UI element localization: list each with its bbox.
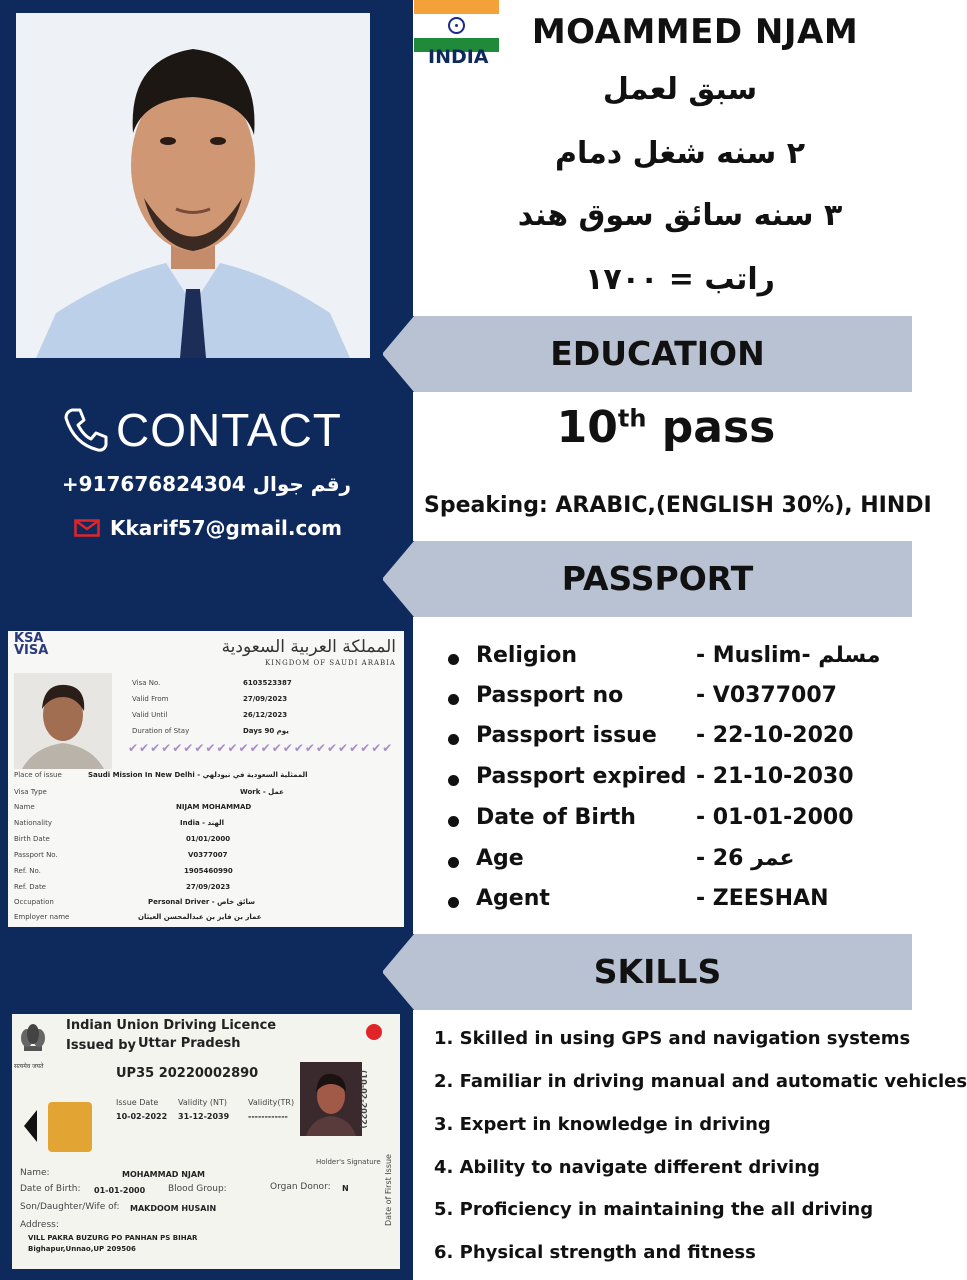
issue-date-value: 10-02-2022 [116,1112,168,1121]
detail-row-date-of-birth: Date of Birth - 01-01-2000 [448,802,888,842]
visa-row-label: Birth Date [14,835,50,843]
visa-row-value: عمار بن فايز بن عبدالمحسن العيثان [138,913,262,921]
passport-heading: PASSPORT [561,559,754,598]
detail-row-agent: Agent - ZEESHAN [448,883,888,923]
dl-organ-label: Organ Donor: [270,1182,331,1192]
dl-issued-by-label: Issued by [66,1038,136,1053]
saudi-visa-card [8,631,404,927]
visa-row-label: Ref. Date [14,883,46,891]
red-dot-icon [366,1024,382,1040]
detail-row-religion: Religion - Muslim- مسلم [448,640,888,680]
visa-place-label: Place of issue [14,771,62,779]
dl-name-value: MOHAMMAD NJAM [122,1170,206,1179]
dl-name-label: Name: [20,1168,50,1178]
emblem-caption: सत्यमेव जयते [14,1063,44,1070]
visa-field-label: Visa No. [132,679,161,687]
skill-item: 3. Expert in knowledge in driving [434,1114,771,1135]
salary-line: راتب = ١٧٠٠ [585,262,775,297]
visa-row-value: Personal Driver - سائق خاص [148,898,256,906]
visa-field-label: Valid From [132,695,169,703]
dl-address-line-1: VILL PAKRA BUZURG PO PANHAN PS BIHAR [28,1234,198,1242]
dl-dob-value: 01-01-2000 [94,1186,146,1195]
phone-icon [60,404,112,456]
country-label: INDIA [428,46,489,68]
skill-item: 2. Familiar in driving manual and automatic vehicles [434,1071,967,1092]
detail-row-age: Age - 26 عمر [448,843,888,883]
dl-relation-label: Son/Daughter/Wife of: [20,1202,120,1212]
experience-heading: سبق لعمل [602,72,758,107]
visa-row-value: 01/01/2000 [186,835,231,843]
validity-nt-label: Validity (NT) [178,1098,228,1107]
dl-organ-value: N [342,1184,349,1193]
skill-item: 4. Ability to navigate different driving [434,1157,820,1178]
experience-line-2: ٣ سنه سائق سوق هند [517,198,843,233]
visa-photo [14,673,112,769]
dl-address-label: Address: [20,1220,59,1230]
visa-field-value: 6103523387 [243,679,292,687]
dl-issued-by-value: Uttar Pradesh [138,1036,241,1051]
visa-row-label: Nationality [14,819,53,827]
visa-row-value: Work - عمل [240,788,284,796]
experience-line-1: ٢ سنه شغل دمام [554,136,806,171]
visa-row-value: V0377007 [188,851,228,859]
kingdom-arabic: المملكة العربية السعودية [221,637,396,657]
driving-licence-card [12,1014,400,1269]
visa-check-row: ✔✔✔✔✔✔✔✔✔✔✔✔✔✔✔✔✔✔✔✔✔✔✔✔ [128,741,394,755]
candidate-name: MOAMMED NJAM [531,12,859,52]
detail-row-passport-expired: Passport expired - 21-10-2030 [448,761,888,801]
education-level: 10th pass [556,402,776,453]
education-heading: EDUCATION [550,334,765,373]
visa-field-value: 27/09/2023 [243,695,288,703]
dl-number: UP35 20220002890 [116,1066,259,1081]
visa-row-value: 1905460990 [184,867,233,875]
education-banner [383,316,912,392]
visa-row-label: Ref. No. [14,867,41,875]
skill-item: 6. Physical strength and fitness [434,1242,756,1263]
dl-relation-value: MAKDOOM HUSAIN [130,1204,217,1213]
visa-row-label: Name [14,803,35,811]
issue-date-label: Issue Date [116,1098,159,1107]
chip-icon [48,1102,92,1152]
visa-row-label: Employer name [14,913,70,921]
visa-row-label: Visa Type [14,788,47,796]
passport-banner [383,541,912,617]
dl-photo [300,1062,362,1136]
dl-blood-label: Blood Group: [168,1184,227,1194]
languages-spoken: Speaking: ARABIC,(ENGLISH 30%), HINDI [424,493,932,518]
dl-title: Indian Union Driving Licence [66,1018,277,1033]
visa-row-value: India - الهند [180,819,225,827]
skill-item: 5. Proficiency in maintaining the all driving [434,1199,874,1220]
holder-signature-label: Holder's Signature [316,1158,381,1166]
detail-row-passport-issue: Passport issue - 22-10-2020 [448,720,888,760]
dl-side-date: (10-02-2022) [359,1070,368,1129]
ksa-visa-logo: KSA VISA [14,631,49,658]
skill-item: 1. Skilled in using GPS and navigation systems [434,1028,911,1049]
visa-field-label: Duration of Stay [132,727,190,735]
visa-field-label: Valid Until [132,711,168,719]
email-icon [74,519,100,537]
contact-heading: CONTACT [60,398,342,462]
phone-number[interactable]: +917676824304 رقم جوال [61,472,352,496]
dl-dob-label: Date of Birth: [20,1184,81,1194]
skills-banner [383,934,912,1010]
date-of-first-issue-label: Date of First Issue [384,1154,393,1226]
visa-row-value: NIJAM MOHAMMAD [176,803,252,811]
visa-field-value: Days 90 يوم [243,727,289,735]
validity-tr-value: ------------ [248,1112,288,1121]
dl-address-line-2: Bighapur,Unnao,UP 209506 [28,1245,136,1253]
kingdom-english: KINGDOM OF SAUDI ARABIA [265,659,396,667]
validity-tr-label: Validity(TR) [248,1098,295,1107]
arrow-left-icon [24,1110,37,1142]
skills-heading: SKILLS [593,952,722,991]
visa-row-label: Occupation [14,898,54,906]
detail-row-passport-no: Passport no - V0377007 [448,680,888,720]
email-address[interactable]: Kkarif57@gmail.com [110,516,342,540]
visa-place-value: Saudi Mission In New Delhi - الممثلية السعودية في نيودلهي [88,771,308,779]
visa-field-value: 26/12/2023 [243,711,288,719]
visa-row-value: 27/09/2023 [186,883,231,891]
national-emblem-icon [16,1018,50,1062]
profile-photo [16,13,370,358]
visa-row-label: Passport No. [14,851,58,859]
email-row[interactable] [74,516,342,540]
validity-nt-value: 31-12-2039 [178,1112,230,1121]
india-flag-icon [414,0,499,52]
